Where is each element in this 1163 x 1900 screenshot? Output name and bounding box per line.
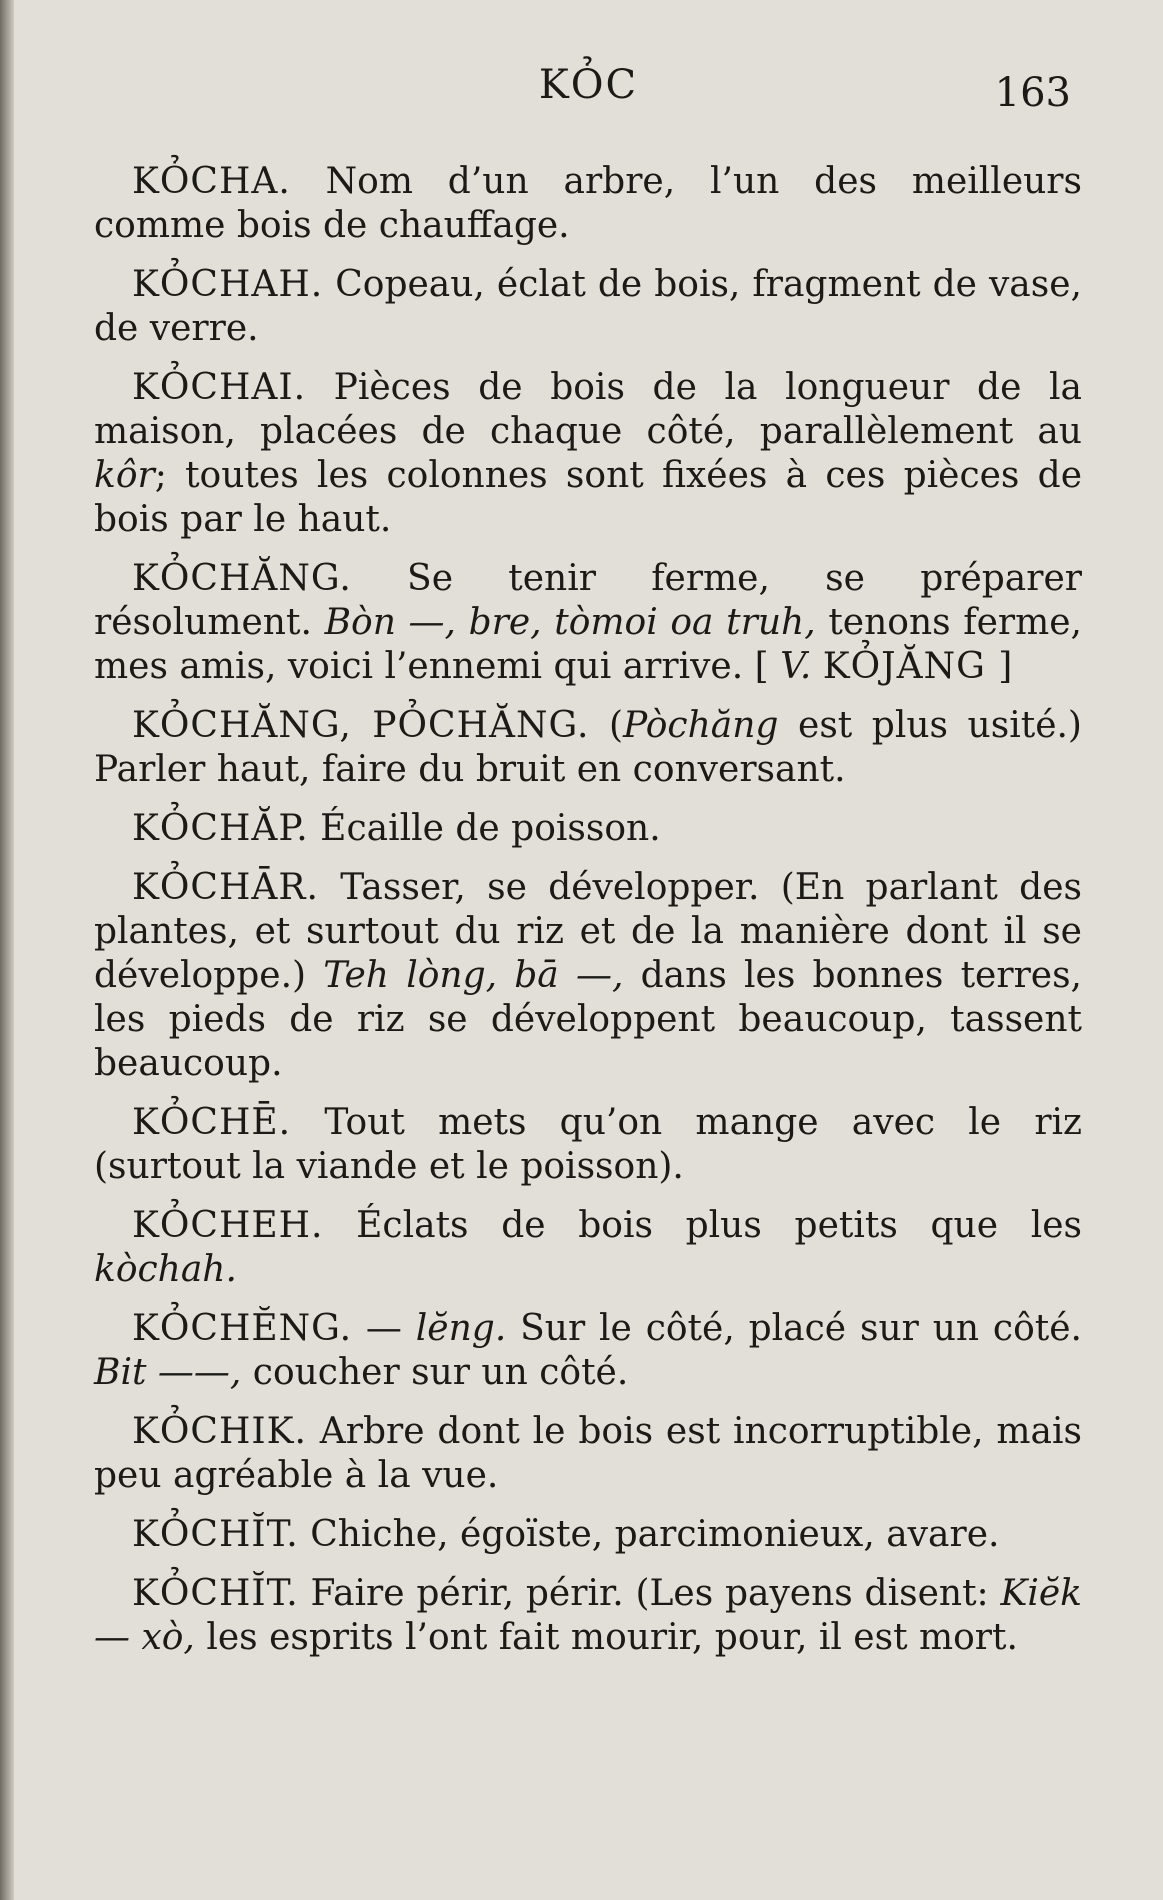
headword: KỎCHĂNG, PỎCHĂNG. — [132, 705, 590, 746]
definition: Chiche, égoïste, parcimonieux, avare. — [310, 1514, 1000, 1555]
definition: Tout mets qu’on mange avec le riz (surtout la viande et le poisson). — [94, 1102, 1083, 1187]
headword: KỎCHĒ. — [132, 1102, 292, 1143]
definition: — — [365, 1308, 402, 1349]
cross-reference: KỎJĂNG ] — [822, 646, 1014, 687]
dictionary-entry — [94, 1307, 1082, 1395]
dictionary-entry — [94, 366, 1082, 542]
definition-continued-2: coucher sur un côté. — [252, 1352, 629, 1393]
definition-continued: tenons ferme, mes amis, voici l’ennemi qui arrive. [ — [94, 602, 1082, 687]
definition-continued: dans les bonnes terres, les pieds de riz se développent beaucoup, tassent beaucoup. — [94, 955, 1082, 1084]
definition-continued: Sur le côté, placé sur un côté. — [520, 1308, 1082, 1349]
book-spine-shadow — [0, 0, 14, 1900]
example-text: kòchah. — [94, 1249, 237, 1290]
headword: KỎCHĬT. — [132, 1573, 299, 1614]
definition: Nom d’un arbre, l’un des meilleurs comme bois de chauffage. — [94, 161, 1082, 246]
see-also-marker: V. — [780, 646, 812, 687]
headword: KỎCHIK. — [132, 1411, 307, 1452]
example-text: kôr — [94, 455, 155, 496]
definition: Faire périr, périr. (Les payens disent: — [310, 1573, 989, 1614]
headword: KỎCHĂNG. — [132, 558, 352, 599]
dictionary-entry — [94, 1513, 1082, 1557]
dictionary-entry — [94, 866, 1082, 1086]
example-text: Bòn —, bre, tòmoi oa truh, — [324, 602, 816, 643]
headword: KỎCHEH. — [132, 1205, 324, 1246]
dictionary-entry — [94, 1410, 1082, 1498]
headword: KỎCHĬT. — [132, 1514, 299, 1555]
dictionary-entry — [94, 1204, 1082, 1292]
example-text: Teh lòng, bā —, — [323, 955, 624, 996]
headword: KỎCHĂP. — [132, 808, 309, 849]
dictionary-entry — [94, 557, 1082, 689]
running-head: KỎC — [538, 62, 639, 108]
headword: KỎCHAI. — [132, 367, 307, 408]
dictionary-entry — [94, 160, 1082, 248]
definition: Se tenir ferme, se préparer résolument. — [94, 558, 1082, 643]
dictionary-entry — [94, 1572, 1082, 1660]
example-text-2: Bit ——, — [94, 1352, 242, 1393]
definition-continued: les esprits l’ont fait mourir, pour, il est mort. — [206, 1617, 1018, 1658]
definition-continued: est plus usité.) Parler haut, faire du bruit en conversant. — [94, 705, 1082, 790]
example-text: Pòchăng — [622, 705, 779, 746]
dictionary-entry — [94, 807, 1082, 851]
definition: Écaille de poisson. — [320, 808, 661, 849]
definition: Arbre dont le bois est incorruptible, mais peu agréable à la vue. — [94, 1411, 1082, 1496]
dictionary-entry — [94, 1101, 1082, 1189]
definition-continued: ; toutes les colonnes sont fixées à ces pièces de bois par le haut. — [94, 455, 1082, 540]
page-number: 163 — [994, 70, 1071, 116]
definition: Éclats de bois plus petits que les — [356, 1205, 1082, 1246]
definition: Copeau, éclat de bois, fragment de vase, de verre. — [94, 264, 1082, 349]
headword: KỎCHĔNG. — [132, 1308, 353, 1349]
dictionary-entry — [94, 704, 1082, 792]
entry-list — [94, 160, 1082, 1675]
headword: KỎCHĀR. — [132, 867, 319, 908]
dictionary-entry — [94, 263, 1082, 351]
definition: Tasser, se développer. (En parlant des plantes, et surtout du riz et de la manière dont il se développe.) — [94, 867, 1082, 996]
example-text: Kiĕk — xò, — [94, 1573, 1082, 1658]
headword: KỎCHA. — [132, 161, 291, 202]
definition: ( — [608, 705, 623, 746]
definition: Pièces de bois de la longueur de la maison, placées de chaque côté, parallèlement au — [94, 367, 1082, 452]
headword: KỎCHAH. — [132, 264, 324, 305]
example-text: lĕng. — [415, 1308, 507, 1349]
dictionary-page — [14, 0, 1163, 1900]
